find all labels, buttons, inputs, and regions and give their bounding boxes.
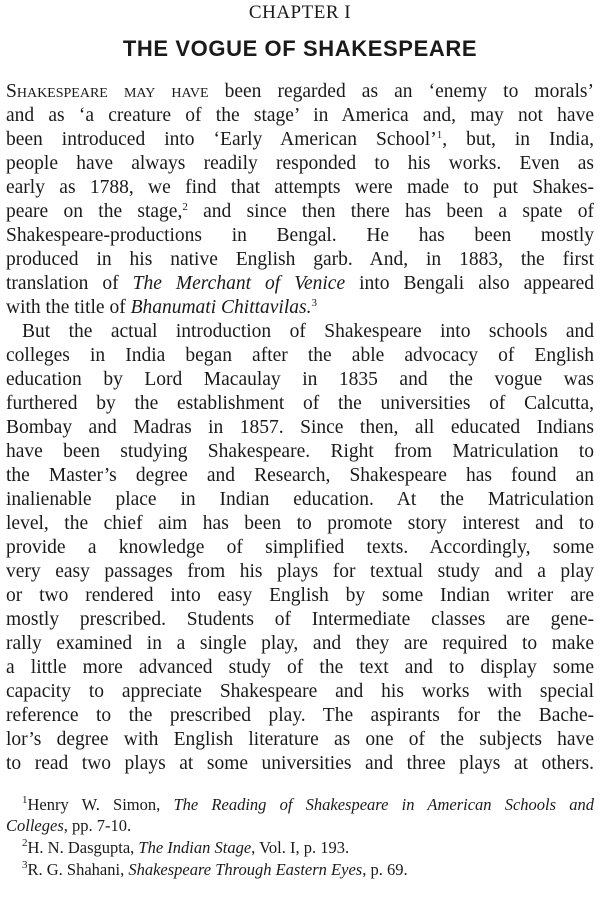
text-line: mostly prescribed. Students of Intermediate classes are gene- [6, 609, 594, 630]
text-line: provide a knowledge of simplified texts. Accordingly, some [6, 537, 594, 558]
chapter-label: CHAPTER I [248, 2, 352, 23]
text-line: capacity to appreciate Shakespeare and his works with special [6, 681, 594, 702]
italic-title: Bhanumati Chittavilas. [130, 297, 312, 318]
footnote-2: $^2$H. N. Dasgupta, The Indian Stage, Vol. I, p. 193. [22, 837, 350, 857]
text-line: furthered by the establishment of the universities of Calcutta, [6, 393, 594, 414]
text-line: and as ‘a creature of the stage’ in America and, may not have [6, 105, 594, 126]
text-line: Shakespeare-productions in Bengal. He has been mostly [6, 225, 594, 246]
footnote-3: $^3$R. G. Shahani, Shakespeare Through Eastern Eyes, p. 69. [22, 859, 408, 879]
text-line: reference to the prescribed play. The aspirants for the Bache- [6, 705, 594, 726]
text-line: translation of The Merchant of Venice into Bengali also appeared [6, 273, 594, 294]
italic-title: The Merchant of Venice [132, 273, 346, 294]
footnote-ref: 3 [311, 297, 317, 309]
chapter-title: THE VOGUE OF SHAKESPEARE [122, 36, 478, 61]
text-line: have been studying Shakespeare. Right from Matriculation to [6, 441, 594, 462]
footnote-ref: 1 [436, 129, 443, 141]
text-line: or two rendered into easy English by some Indian writer are [6, 585, 594, 606]
text-line: inalienable place in Indian education. At the Matriculation [6, 489, 594, 510]
text-line: early as 1788, we find that attempts were made to put Shakes- [6, 177, 594, 198]
text-line: Shakespeare may have been regarded as an ‘enemy to morals’ [6, 81, 594, 102]
text-line: produced in his native English garb. And, in 1883, the first [6, 249, 594, 270]
text-line: colleges in India began after the able advocacy of English [6, 345, 594, 366]
text-line: But the actual introduction of Shakespeare into schools and [22, 321, 594, 342]
text-line: lor’s degree with English literature as one of the subjects have [6, 729, 594, 750]
footnote-mark: 1 [22, 794, 28, 806]
text-line: very easy passages from his plays for textual study and a play [6, 561, 594, 582]
footnote-mark: 3 [22, 859, 28, 871]
text-line: peare on the stage,$^2$ and since then there has been a spate of [6, 201, 594, 222]
footnote-1-continued: Colleges, pp. 7-10. [6, 816, 132, 835]
text-line: a little more advanced study of the text and to display some [6, 657, 594, 678]
footnote-1: $^1$Henry W. Simon, The Reading of Shakespeare in American Schools and [22, 794, 595, 814]
text-line: to read two plays at some universities and three plays at others. [6, 753, 594, 774]
text-line: education by Lord Macaulay in 1835 and the vogue was [6, 369, 594, 390]
footnote-mark: 2 [22, 837, 28, 849]
footnote-ref: 2 [182, 201, 188, 213]
lead-small-caps: Shakespeare may have [6, 81, 209, 102]
text-line: Bombay and Madras in 1857. Since then, all educated Indians [6, 417, 594, 438]
text-line: with the title of Bhanumati Chittavilas.$^3$ [6, 297, 317, 318]
text-line: level, the chief aim has been to promote story interest and to [6, 513, 594, 534]
text-line: been introduced into ‘Early American School’$^1$, but, in India, [6, 129, 594, 150]
text-line: the Master’s degree and Research, Shakespeare has found an [6, 465, 594, 486]
text-line: people have always readily responded to his works. Even as [6, 153, 594, 174]
text-line: rally examined in a single play, and they are required to make [6, 633, 594, 654]
